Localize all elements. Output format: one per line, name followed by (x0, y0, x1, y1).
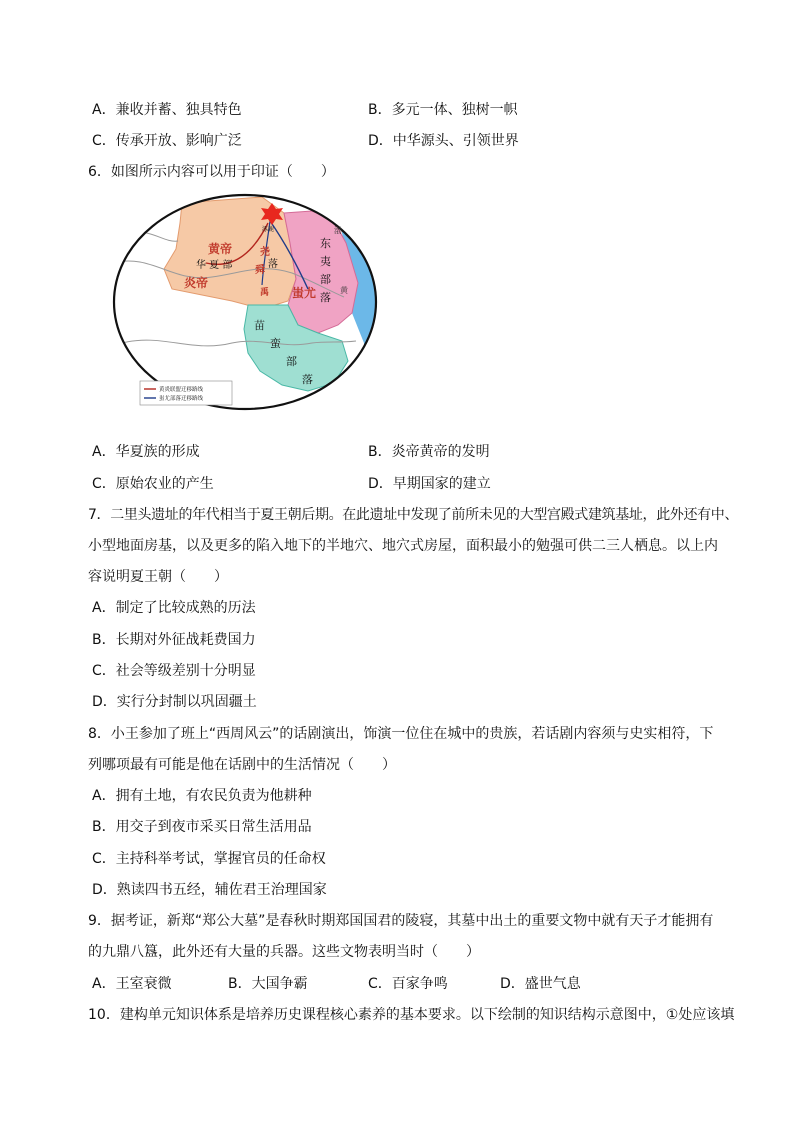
map-label-huaxia: 华 夏 部 (196, 260, 233, 271)
map-label-yandi: 炎帝 (184, 276, 209, 290)
map-label-shun: 舜 (255, 265, 265, 276)
map-label-miaoman-1: 苗 (254, 319, 265, 332)
q6-stem: 6．如图所示内容可以用于印证（ ） (88, 164, 335, 180)
q7-stem-line1: 7．二里头遗址的年代相当于夏王朝后期。在此遗址中发现了前所未见的大型宫殿式建筑基址，此外还有中、 (88, 507, 739, 523)
q7-stem-line2: 小型地面房基，以及更多的陷入地下的半地穴、地穴式房屋，面积最小的勉强可供二三人栖息。以上内 (88, 538, 718, 554)
q7-option-d: D．实行分封制以巩固疆土 (92, 694, 257, 710)
map-legend-chiyou: 蚩尤部落迁移路线 (159, 396, 204, 402)
q8-stem-line2: 列哪项最有可能是他在话剧中的生活情况（ ） (88, 757, 396, 773)
map-dongyi-region (284, 211, 358, 333)
map-label-yu: 禹 (260, 288, 270, 298)
q8-option-a: A．拥有土地，有农民负责为他耕种 (92, 788, 312, 804)
map-label-huangdi: 黄帝 (208, 242, 233, 256)
q7-option-a: A．制定了比较成熟的历法 (92, 600, 256, 616)
map-label-miaoman-4: 落 (302, 373, 313, 386)
map-label-dongyi-2: 夷 (320, 255, 331, 268)
q5-option-b: B．多元一体、独树一帜 (368, 102, 518, 118)
q8-option-c: C．主持科举考试，掌握官员的任命权 (92, 851, 326, 867)
map-label-chiyou: 蚩尤 (292, 286, 317, 300)
map-label-yao: 尧 (260, 247, 270, 258)
q7-stem-line3: 容说明夏王朝（ ） (88, 569, 228, 585)
q6-option-c: C．原始农业的产生 (92, 476, 214, 492)
map-label-dongyi-1: 东 (320, 237, 331, 250)
q9-option-a: A．王室衰微 (92, 976, 172, 992)
q9-option-c: C．百家争鸣 (368, 976, 448, 992)
q6-option-d: D．早期国家的建立 (368, 476, 491, 492)
q5-option-c: C．传承开放、影响广泛 (92, 133, 242, 149)
map-label-bo: 渤 (334, 226, 342, 235)
q7-option-c: C．社会等级差别十分明显 (92, 663, 256, 679)
q10-stem-line1: 10．建构单元知识体系是培养历史课程核心素养的基本要求。以下绘制的知识结构示意图中，①处应该填 (88, 1007, 735, 1023)
map-label-dongyi-3: 部 (320, 273, 331, 286)
q6-map-svg (112, 193, 378, 411)
q6-option-b: B．炎帝黄帝的发明 (368, 444, 490, 460)
map-label-miaoman-2: 蛮 (270, 337, 281, 350)
map-legend-yanhuang: 黄炎联盟迁移路线 (159, 387, 204, 393)
q7-option-b: B．长期对外征战耗费国力 (92, 632, 256, 648)
q5-option-a: A．兼收并蓄、独具特色 (92, 102, 242, 118)
q9-stem-line2: 的九鼎八簋，此外还有大量的兵器。这些文物表明当时（ ） (88, 944, 480, 960)
q5-option-d: D．中华源头、引领世界 (368, 133, 519, 149)
q8-option-d: D．熟读四书五经，辅佐君王治理国家 (92, 882, 327, 898)
q6-map (112, 193, 378, 411)
map-label-huang: 黄 (340, 286, 348, 295)
map-label-luo: 落 (268, 259, 278, 270)
map-label-dongyi-4: 落 (320, 291, 331, 304)
map-label-miaoman-3: 部 (286, 355, 297, 368)
q6-option-a: A．华夏族的形成 (92, 444, 200, 460)
q9-option-b: B．大国争霸 (228, 976, 308, 992)
q8-option-b: B．用交子到夜市采买日常生活用品 (92, 819, 312, 835)
q9-option-d: D．盛世气息 (500, 976, 581, 992)
q8-stem-line1: 8．小王参加了班上“西周风云”的话剧演出，饰演一位住在城中的贵族，若话剧内容须与史实相符，下 (88, 726, 714, 742)
q9-stem-line1: 9．据考证，新郑“郑公大墓”是春秋时期郑国国君的陵寝，其墓中出土的重要文物中就有天子才能拥有 (88, 913, 714, 929)
map-label-zhuolu: 涿鹿 (262, 226, 275, 233)
